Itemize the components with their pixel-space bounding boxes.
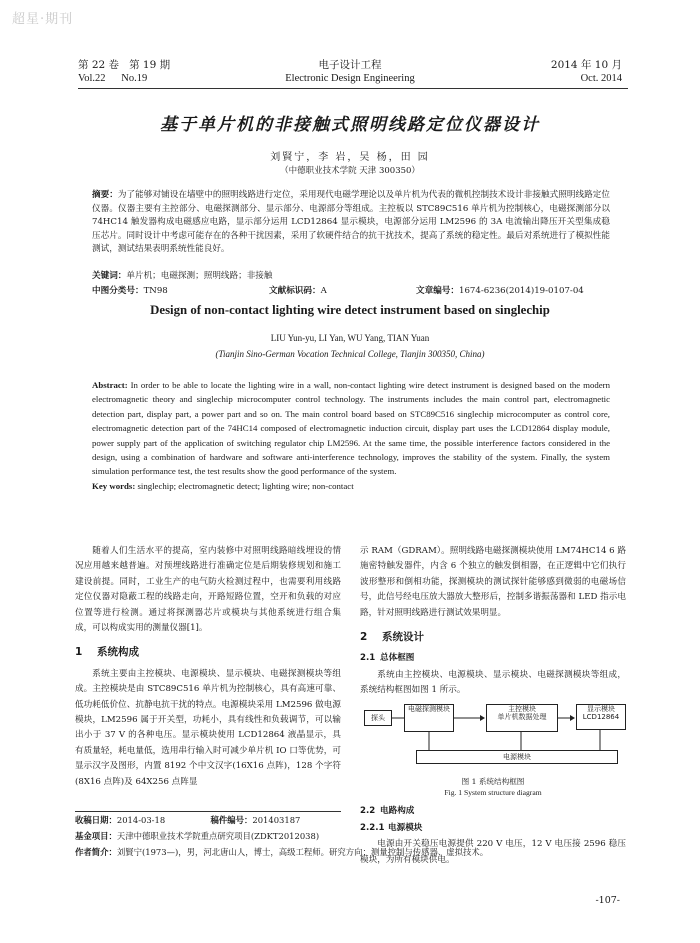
section-2-2-1-title: 电源模块 xyxy=(388,823,423,834)
section-2-title: 系统设计 xyxy=(382,631,424,644)
header-date xyxy=(551,58,622,86)
article-id-label: 文章编号： xyxy=(416,286,459,296)
section-1-number: 1 xyxy=(75,646,83,659)
keywords-cn-label: 关键词： xyxy=(92,271,127,281)
volume-en: Vol.22 xyxy=(78,73,106,84)
article-id-value: 1674-6236(2014)19-0107-04 xyxy=(458,286,584,296)
figure-box-em-detect: 电磁探测模块 xyxy=(404,704,454,732)
manuscript-label: 稿件编号： xyxy=(210,815,253,825)
header-journal xyxy=(250,58,450,86)
page-number: -107- xyxy=(595,895,620,906)
doc-code-label: 文献标识码： xyxy=(269,286,321,296)
keywords-cn xyxy=(92,270,610,284)
left-column xyxy=(75,544,341,790)
footnote-block xyxy=(75,812,635,860)
figure-box-probe: 探头 xyxy=(364,710,392,726)
abstract-en-label: Abstract: xyxy=(92,380,128,390)
footnote-bio xyxy=(75,844,635,860)
figure-box-display xyxy=(576,704,626,730)
journal-cn: 电子设计工程 xyxy=(318,59,382,71)
abstract-en xyxy=(92,378,610,493)
section-1-paragraph: 系统主要由主控模块、电源模块、显示模块、电磁探测模块等组成。主控模块是由 STC89C516 单片机为控制核心，具有高速可靠、低功耗低价位、抗静电抗干扰的特点。电源模块采用 LM2596 做电源模块，LM2596 属于开关型，功耗小，具有线性和负载调节，可以输出小于 37 V 的各种电压。显示模块使用 LCD12864 液晶显示，具有质量轻，耗电量低，选用串行输入时可减少单片机 IO 口等优势，可显示汉字及图形，内置 8192 个中文汉字(16X16 点阵)，128 个字符(8X16 点阵)及 64X256 点阵显 xyxy=(75,668,341,787)
abstract-cn-label: 摘要： xyxy=(92,190,118,200)
keywords-en-text: singlechip; electromagnetic detect; lighting wire; non-contact xyxy=(137,480,354,491)
figure-box-main-control xyxy=(486,704,558,732)
volume-cn: 第 22 卷 xyxy=(78,59,120,71)
abstract-cn-text: 为了能够对铺设在墙壁中的照明线路进行定位，采用现代电磁学理论以及单片机为代表的微机控制技术设计非接触式照明线路定位仪器。仪器主要有主控部分、电磁探测部分、显示部分、电源部分等组成。主控板以 STC89C516 单片机为控制核心，电磁探测部分以 74HC14 触发器构成电磁感应电路，显示部分运用 LCD12864 显示模块，电源部分运用 LM2596 的 3A 电流输出降压开关型集成稳压芯片。同时设计中考虑可能存在的各种干扰因素，采用了软硬件结合的抗干扰技术，提高了系统的稳定性。最后对系统进行了模拟性能测试，测试结果表明系统性能良好。 xyxy=(92,190,610,254)
title-cn: 基于单片机的非接触式照明线路定位仪器设计 xyxy=(160,115,540,135)
authors-en: LIU Yun-yu, LI Yan, WU Yang, TIAN Yuan xyxy=(270,333,430,343)
header-volume xyxy=(78,58,170,86)
section-2-1-paragraph: 系统由主控模块、电源模块、显示模块、电磁探测模块等组成，系统结构框图如图 1 所示。 xyxy=(360,669,626,696)
footnote-dates xyxy=(75,812,635,828)
date-cn: 2014 年 10 月 xyxy=(550,59,622,71)
fund-value: 天津中德职业技术学院重点研究项目(ZDKT2012038) xyxy=(116,831,320,841)
clc-label: 中图分类号： xyxy=(92,286,144,296)
received-label: 收稿日期： xyxy=(75,815,117,825)
manuscript-value: 201403187 xyxy=(252,815,301,825)
header-rule xyxy=(78,88,628,89)
issue-en: No.19 xyxy=(121,73,148,84)
affiliation-en: (Tianjin Sino-German Vocation Technical College, Tianjin 300350, China) xyxy=(215,349,485,359)
section-2-2-title: 电路构成 xyxy=(380,805,415,816)
continued-paragraph: 示 RAM（GDRAM）。照明线路电磁探测模块使用 LM74HC14 6 路施密特触发器件，内含 6 个独立的触发倒相器，在正逻辑中它们执行波形整形和倒相功能，探测模块的测试探针能够感到微弱的电磁场信号，此信号经电压放大器放大整形后，控制多谐振荡器和 LED 指示电路，针对照明线路进行测试效果明显。 xyxy=(360,546,626,618)
watermark: 超星·期刊 xyxy=(12,12,74,27)
section-1-title: 系统构成 xyxy=(97,646,139,659)
fund-label: 基金项目： xyxy=(75,831,117,841)
section-2-1-title: 总体框图 xyxy=(380,653,415,664)
section-2-1-heading xyxy=(360,651,626,666)
keywords-en-label: Key words: xyxy=(92,480,136,491)
received-value: 2014-03-18 xyxy=(116,815,166,825)
section-2-heading xyxy=(360,630,626,645)
section-2-1-number: 2.1 xyxy=(360,653,376,664)
main-control-line-1: 主控模块 xyxy=(508,704,536,713)
main-control-line-2: 单片机数据处理 xyxy=(497,713,547,722)
abstract-cn xyxy=(92,189,610,257)
section-2-2-1-number: 2.2.1 xyxy=(360,823,385,834)
abstract-en-text: In order to be able to locate the lighting wire in a wall, non-contact lighting wire detect instrument is designed based on the modern electromagnetic theory and singlechip microcomputer control technology. The instruments includes the main control part, electromagnetic detection part, display part, a power part and so on. The main control board based on STC89C516 singlechip microcomputer as control core, electromagnetic detection part of the 74HC14 composed of electromagnetic induction circuit, display part uses the LCD12864 display module, power supply part of the application of switching regulator chip LM2596. At the same time, the possible interference factors considered in the design, using a combination of hardware and software anti-interference technology, improves the stability of the system. Finally, the system simulation performance test, the test results show the good performance of the system. xyxy=(92,380,611,477)
keywords-cn-text: 单片机；电磁探测；照明线路；非接触 xyxy=(126,271,273,281)
section-1-heading xyxy=(75,645,341,660)
issue-cn: 第 19 期 xyxy=(129,59,171,71)
section-2-2-number: 2.2 xyxy=(360,805,376,816)
affiliation-cn: （中德职业技术学院 天津 300350） xyxy=(280,166,420,176)
clc-value: TN98 xyxy=(143,286,168,296)
intro-paragraph: 随着人们生活水平的提高，室内装修中对照明线路暗线埋设的情况应用越来越普遍。对预埋线路进行准确定位是后期装修规划和施工建设前提。同时，工业生产的电气防火检测过程中，也需要利用线路定位仪器对隐蔽工程的线路走向，开路短路位置，空开和负载的对应位置等进行检测。通过将探测器芯片或模块与其他系统进行组合集成，可以构成实用的测量仪器[1]。 xyxy=(75,546,341,634)
footnote-fund xyxy=(75,828,635,844)
authors-cn: 刘賢宁，李 岩，吴 杨，田 园 xyxy=(270,152,430,163)
title-en: Design of non-contact lighting wire detect instrument based on singlechip xyxy=(150,303,550,317)
figure-1-caption-cn: 图 1 系统结构框图 xyxy=(461,776,525,786)
section-2-2-1-paragraph: 电源由开关稳压电源提供 220 V 电压，12 V 电压接 2596 稳压模块，为所有模块供电。 xyxy=(360,839,626,865)
doc-code-value: A xyxy=(320,286,327,296)
display-line-1: 显示模块 xyxy=(587,704,615,713)
display-line-2: LCD12864 xyxy=(582,713,620,722)
journal-en: Electronic Design Engineering xyxy=(285,73,415,84)
bio-value: 刘賢宁(1973—)，男，河北唐山人，博士，高级工程师。研究方向：测量控制与传感器、虚拟技术。 xyxy=(116,847,489,857)
figure-box-power: 电源模块 xyxy=(416,750,618,764)
date-en: Oct. 2014 xyxy=(580,73,622,84)
figure-1-caption-en: Fig. 1 System structure diagram xyxy=(444,787,542,797)
bio-label: 作者简介： xyxy=(75,847,117,857)
figure-1-diagram xyxy=(360,702,626,774)
section-2-number: 2 xyxy=(360,631,368,644)
